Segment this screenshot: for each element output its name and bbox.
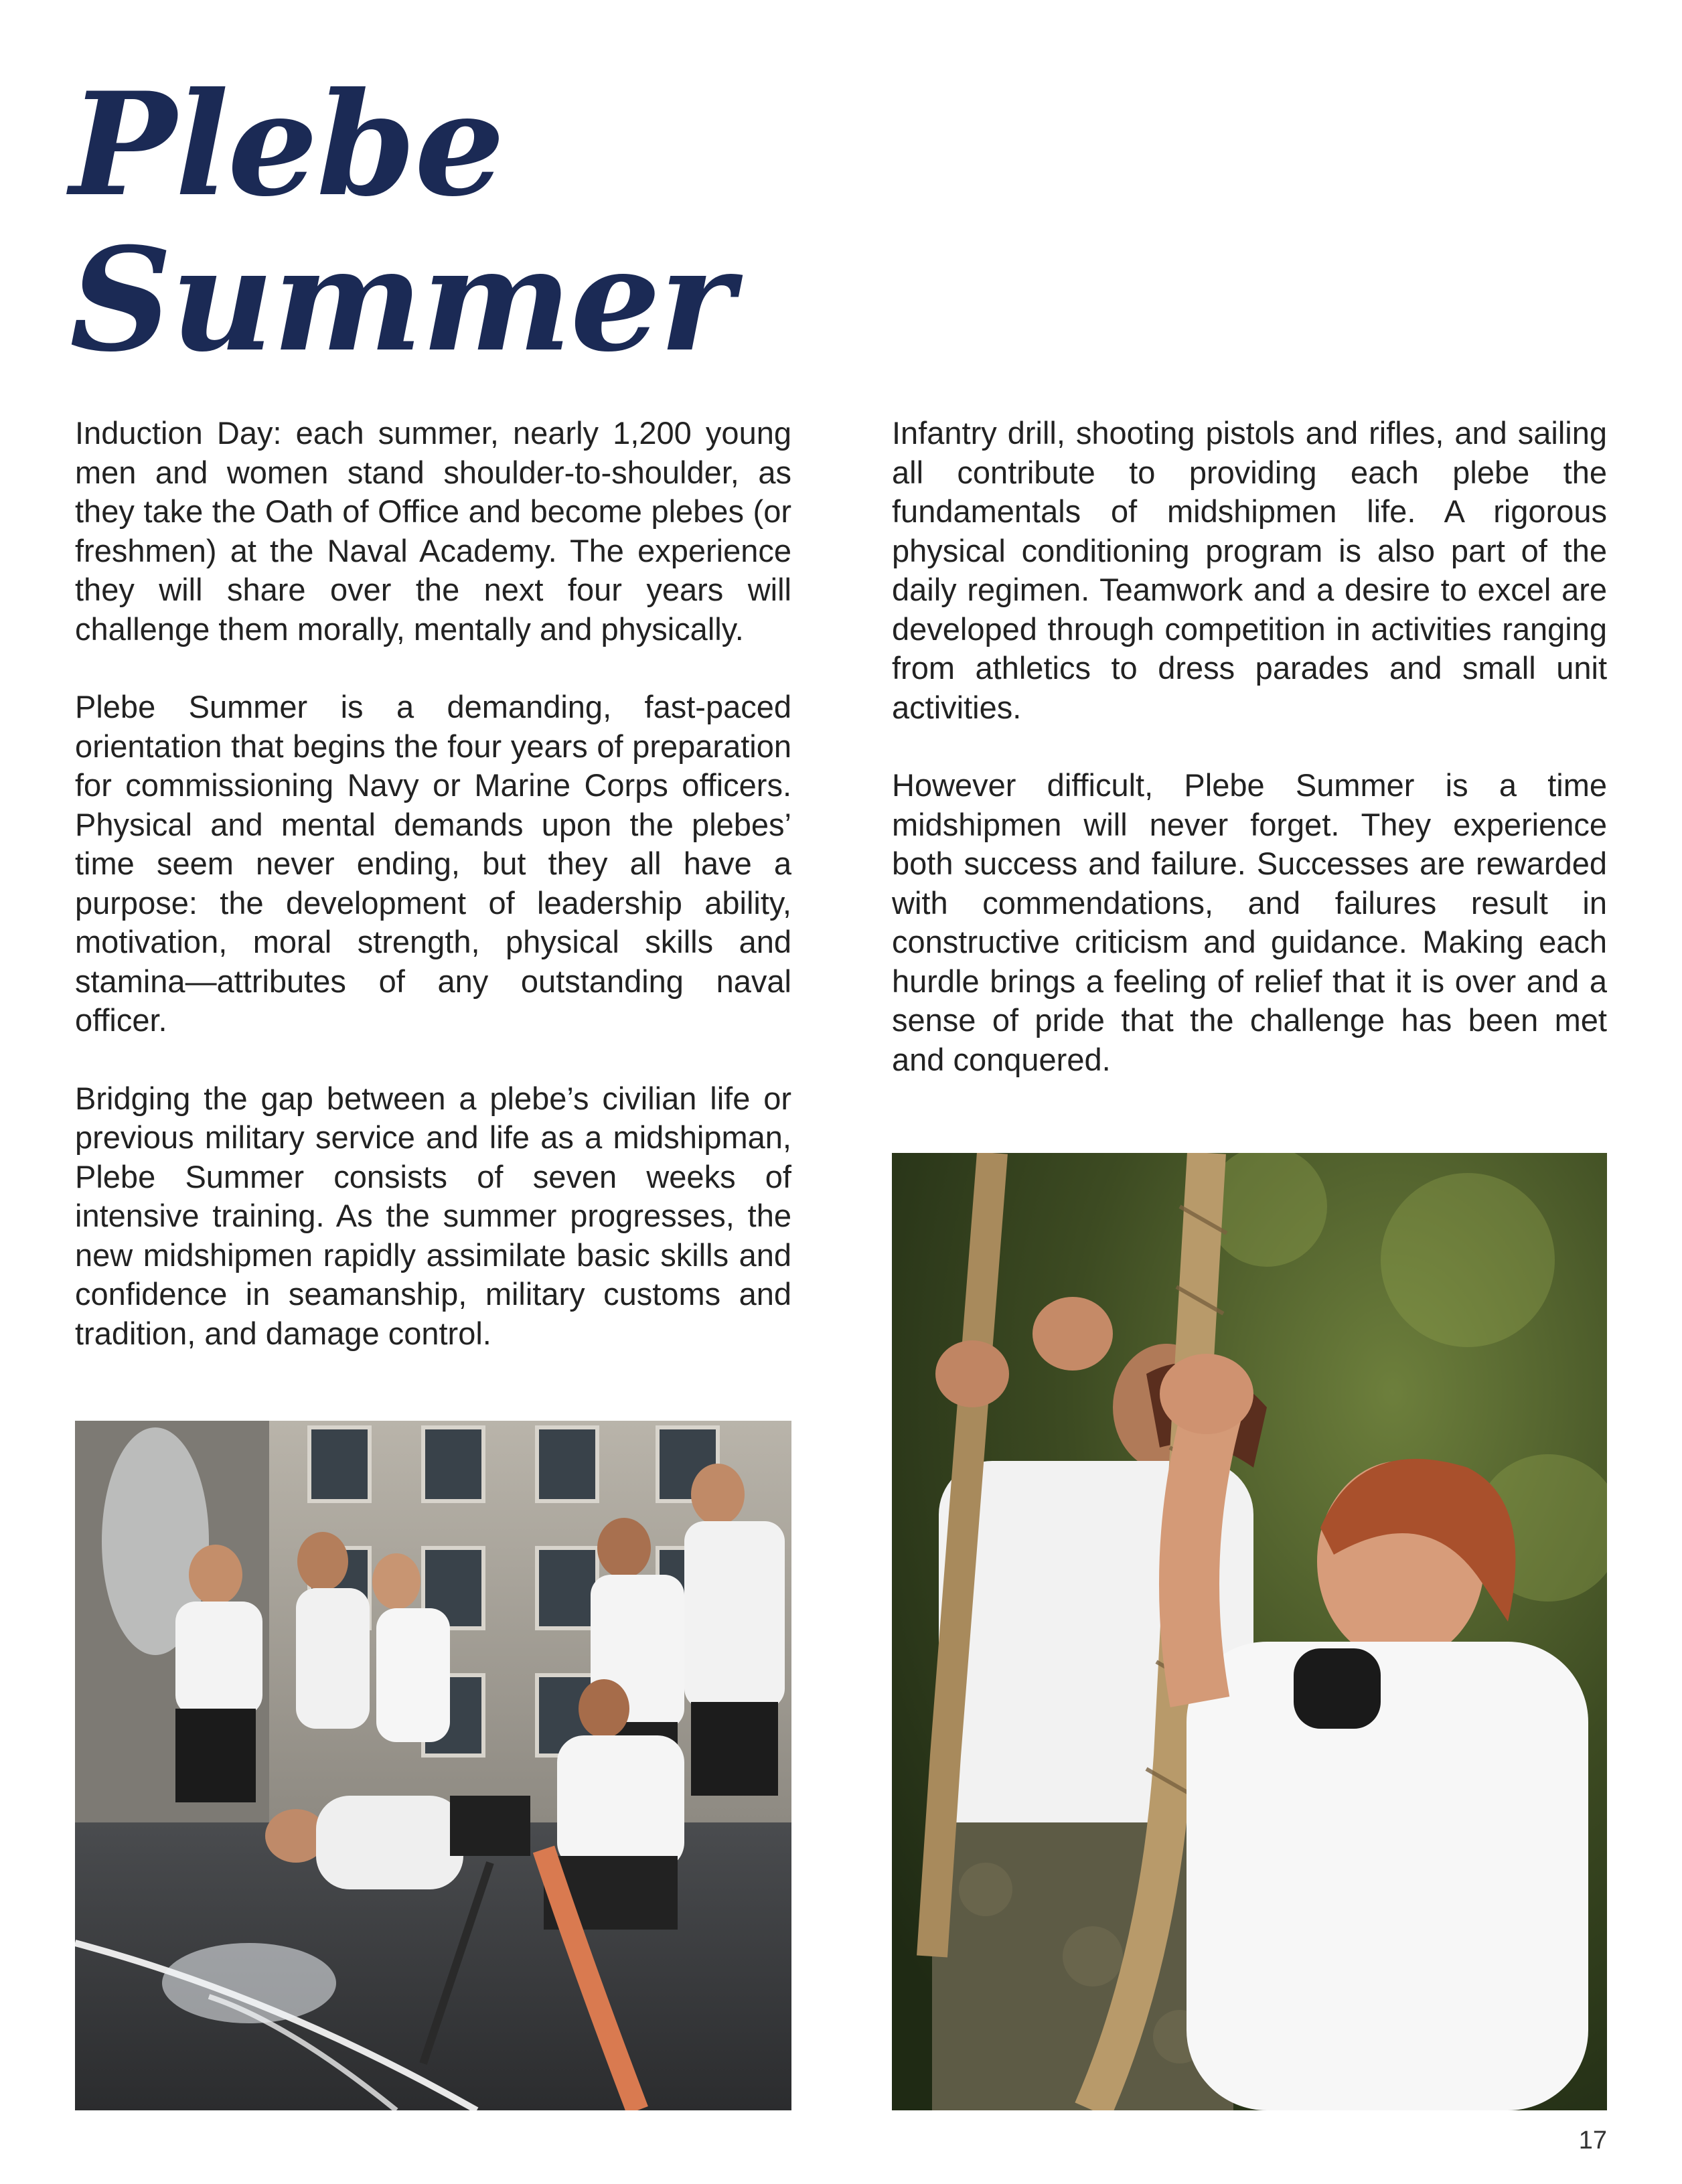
photo-damage-control-training: [75, 1421, 791, 2110]
title-line-2: Summer: [70, 216, 733, 383]
photo-rope-climb-training: [892, 1153, 1607, 2110]
page-title: [70, 61, 733, 383]
paragraph-bridging-gap: Bridging the gap between a plebe’s civilian life or previous military service and life as a midshipman, Plebe Summer consists of seven weeks of intensive training. As the summer progresses, the new midshipmen rapidly assimilate basic skills and confidence in seamanship, military customs and tradition, and damage control.: [75, 1080, 791, 1351]
paragraph-orientation: Plebe Summer is a demanding, fast-paced orientation that begins the four years of preparation for commissioning Navy or Marine Corps officers. Physical and mental demands upon the plebes’ time seem never ending, but they all have a purpose: the development of leadership ability, motivation, moral strength, physical skills and stamina—attributes of any outstanding naval officer.: [75, 689, 791, 1038]
paragraph-induction-day: Induction Day: each summer, nearly 1,200 young men and women stand shoulder-to-shoulder, as they take the Oath of Office and become plebes (or freshmen) at the Naval Academy. The experience they will share over the next four years will challenge them morally, mentally and physically.: [75, 415, 791, 647]
page-number: 17: [1578, 2126, 1607, 2155]
paragraph-infantry-drill: Infantry drill, shooting pistols and rifles, and sailing all contribute to providing each plebe the fundamentals of midshipmen life. A rigorous physical conditioning program is also part of the daily regimen. Teamwork and a desire to excel are developed through competition in activities ranging from athletics to dress parades and small unit activities.: [892, 415, 1607, 725]
paragraph-however-difficult: However difficult, Plebe Summer is a time midshipmen will never forget. They experience both success and failure. Successes are rewarded with commendations, and failures result in constructive criticism and guidance. Making each hurdle brings a feeling of relief that it is over and a sense of pride that the challenge has been met and conquered.: [892, 767, 1607, 1077]
right-text-column: [892, 414, 1607, 1118]
title-line-1: Plebe: [70, 61, 504, 228]
left-text-column: [75, 414, 791, 1392]
